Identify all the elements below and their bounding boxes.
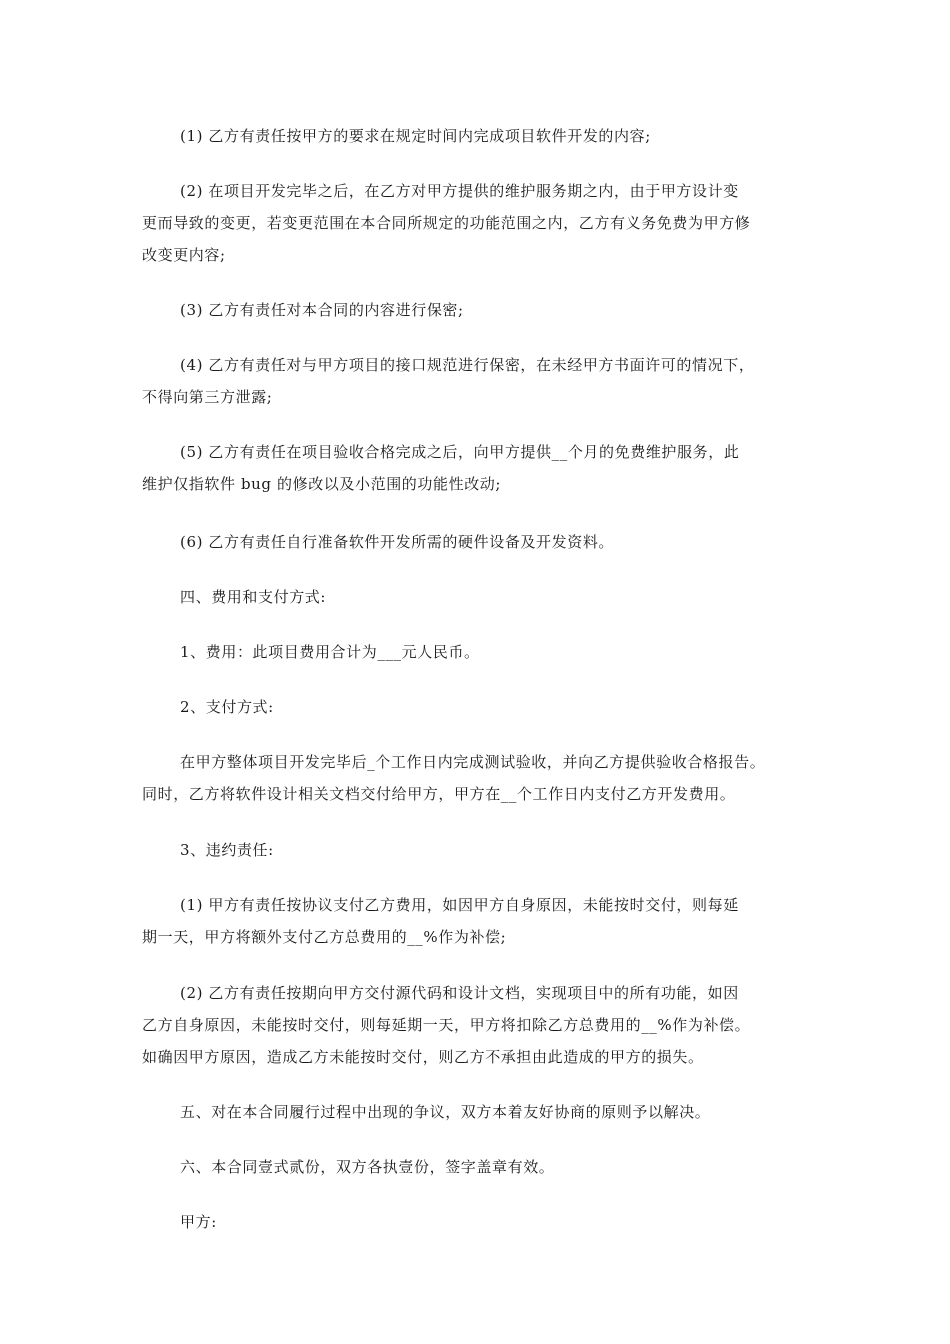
clause-breach-1 [142,889,812,953]
text-line: 2、支付方式: [180,698,274,716]
text-line: 同时，乙方将软件设计相关文档交付给甲方，甲方在__个工作日内支付乙方开发费用。 [142,785,736,803]
text-line: (2) 在项目开发完毕之后，在乙方对甲方提供的维护服务期之内，由于甲方设计变 [180,182,739,200]
clause-b-1 [142,120,812,152]
section-disputes [142,1096,812,1128]
text-line: 改变更内容; [142,246,226,264]
text-line: 五、对在本合同履行过程中出现的争议，双方本着友好协商的原则予以解决。 [180,1103,711,1121]
section-copies [142,1151,812,1183]
clause-fee-amount [142,636,812,668]
text-line: (4) 乙方有责任对与甲方项目的接口规范进行保密，在未经甲方书面许可的情况下， [180,356,755,374]
clause-payment-method [142,691,812,723]
section-heading-fees [142,581,812,613]
text-line: 维护仅指软件 bug 的修改以及小范围的功能性改动; [142,475,502,493]
text-line: 乙方自身原因，未能按时交付，则每延期一天，甲方将扣除乙方总费用的__%作为补偿。 [142,1016,751,1034]
text-line: 1、费用：此项目费用合计为___元人民币。 [180,643,480,661]
text-line: (6) 乙方有责任自行准备软件开发所需的硬件设备及开发资料。 [180,533,615,551]
clause-breach-heading [142,834,812,866]
clause-b-3 [142,294,812,326]
text-line: (2) 乙方有责任按期向甲方交付源代码和设计文档，实现项目中的所有功能，如因 [180,984,739,1002]
text-line: 甲方: [180,1213,217,1231]
payment-terms [142,746,812,810]
text-line: 更而导致的变更，若变更范围在本合同所规定的功能范围之内，乙方有义务免费为甲方修 [142,214,751,232]
clause-b-6 [142,526,812,558]
party-a-signature-label [142,1206,812,1238]
text-line: 期一天，甲方将额外支付乙方总费用的__%作为补偿; [142,928,507,946]
clause-b-4 [142,349,812,413]
text-line: 不得向第三方泄露; [142,388,273,406]
text-line: (3) 乙方有责任对本合同的内容进行保密; [180,301,464,319]
text-line: (1) 乙方有责任按甲方的要求在规定时间内完成项目软件开发的内容; [180,127,651,145]
text-line: (1) 甲方有责任按协议支付乙方费用，如因甲方自身原因，未能按时交付，则每延 [180,896,739,914]
text-line: 如确因甲方原因，造成乙方未能按时交付，则乙方不承担由此造成的甲方的损失。 [142,1048,704,1066]
text-line: 四、费用和支付方式: [180,588,327,606]
clause-b-5 [142,436,812,500]
clause-b-2 [142,175,812,271]
clause-breach-2 [142,977,812,1073]
text-line: 六、本合同壹式贰份，双方各执壹份，签字盖章有效。 [180,1158,555,1176]
text-line: 在甲方整体项目开发完毕后_个工作日内完成测试验收，并向乙方提供验收合格报告。 [180,753,766,771]
text-line: 3、违约责任: [180,841,274,859]
text-line: (5) 乙方有责任在项目验收合格完成之后，向甲方提供__个月的免费维护服务，此 [180,443,740,461]
